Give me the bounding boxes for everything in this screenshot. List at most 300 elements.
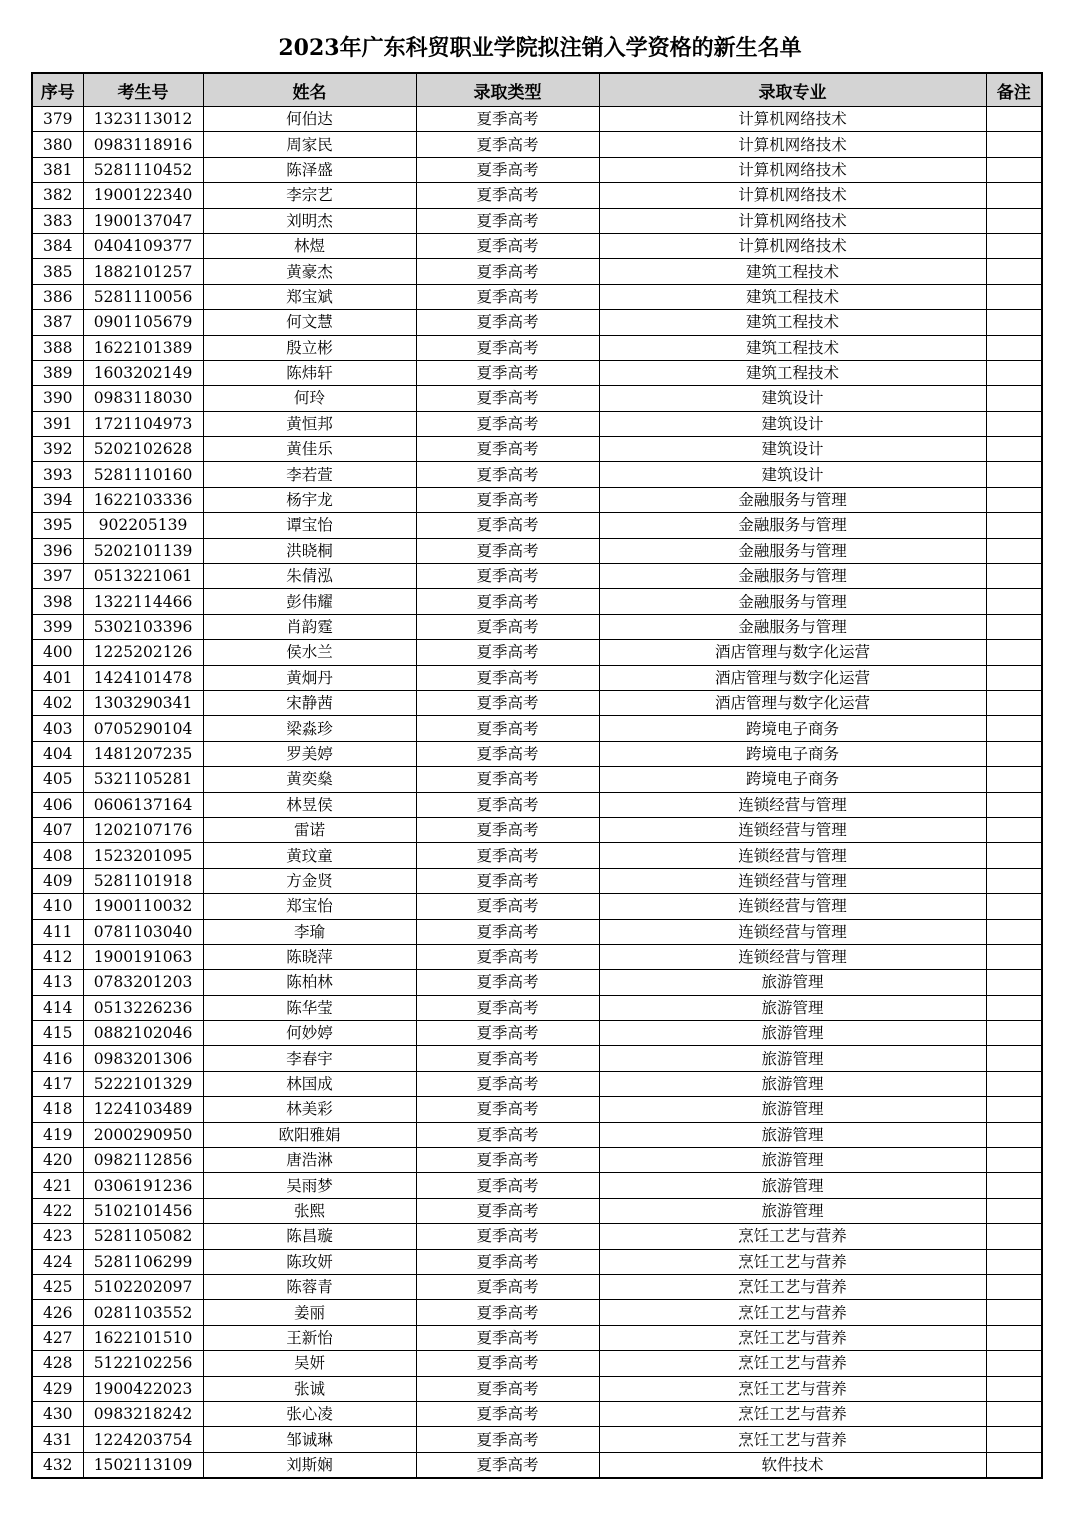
cell-exam-no: 0404109377 — [83, 233, 203, 258]
cell-admission-type: 夏季高考 — [416, 1122, 599, 1147]
cell-major: 旅游管理 — [599, 1097, 986, 1122]
cell-major: 计算机网络技术 — [599, 208, 986, 233]
cell-seq: 421 — [32, 1173, 83, 1198]
cell-admission-type: 夏季高考 — [416, 767, 599, 792]
cell-name: 陈玫妍 — [203, 1249, 416, 1274]
cell-seq: 424 — [32, 1249, 83, 1274]
cell-name: 雷诺 — [203, 817, 416, 842]
table-row — [32, 1173, 1042, 1198]
header-name: 姓名 — [203, 73, 416, 107]
cell-major: 酒店管理与数字化运营 — [599, 640, 986, 665]
cell-seq: 407 — [32, 817, 83, 842]
cell-name: 郑宝斌 — [203, 284, 416, 309]
cell-seq: 384 — [32, 233, 83, 258]
cell-remark — [986, 1224, 1042, 1249]
cell-remark — [986, 843, 1042, 868]
cell-major: 连锁经营与管理 — [599, 868, 986, 893]
cell-seq: 428 — [32, 1351, 83, 1376]
cell-seq: 393 — [32, 462, 83, 487]
cell-seq: 401 — [32, 665, 83, 690]
cell-name: 谭宝怡 — [203, 513, 416, 538]
table-row — [32, 1148, 1042, 1173]
cell-admission-type: 夏季高考 — [416, 1376, 599, 1401]
cell-admission-type: 夏季高考 — [416, 183, 599, 208]
cell-exam-no: 0606137164 — [83, 792, 203, 817]
cell-remark — [986, 817, 1042, 842]
cell-remark — [986, 1300, 1042, 1325]
cell-major: 旅游管理 — [599, 1021, 986, 1046]
cell-name: 张熙 — [203, 1198, 416, 1223]
cell-major: 建筑工程技术 — [599, 259, 986, 284]
cell-major: 烹饪工艺与营养 — [599, 1351, 986, 1376]
table-row — [32, 1427, 1042, 1452]
cell-remark — [986, 716, 1042, 741]
cell-major: 连锁经营与管理 — [599, 944, 986, 969]
table-row — [32, 1401, 1042, 1426]
cell-admission-type: 夏季高考 — [416, 970, 599, 995]
cell-name: 邹诚琳 — [203, 1427, 416, 1452]
header-major: 录取专业 — [599, 73, 986, 107]
table-row — [32, 360, 1042, 385]
cell-name: 欧阳雅娟 — [203, 1122, 416, 1147]
table-body — [32, 107, 1042, 1479]
cell-seq: 387 — [32, 310, 83, 335]
cell-name: 何妙婷 — [203, 1021, 416, 1046]
cell-seq: 391 — [32, 411, 83, 436]
cell-seq: 402 — [32, 690, 83, 715]
cell-remark — [986, 564, 1042, 589]
cell-major: 烹饪工艺与营养 — [599, 1325, 986, 1350]
cell-major: 烹饪工艺与营养 — [599, 1376, 986, 1401]
cell-admission-type: 夏季高考 — [416, 1021, 599, 1046]
cell-name: 李宗艺 — [203, 183, 416, 208]
table-row — [32, 310, 1042, 335]
cell-exam-no: 1900137047 — [83, 208, 203, 233]
cell-exam-no: 0983118030 — [83, 386, 203, 411]
cell-major: 烹饪工艺与营养 — [599, 1224, 986, 1249]
cell-seq: 403 — [32, 716, 83, 741]
cell-remark — [986, 1097, 1042, 1122]
cell-name: 黄奕燊 — [203, 767, 416, 792]
cell-admission-type: 夏季高考 — [416, 894, 599, 919]
cell-exam-no: 1224203754 — [83, 1427, 203, 1452]
cell-name: 林美彩 — [203, 1097, 416, 1122]
cell-name: 林昱侯 — [203, 792, 416, 817]
cell-major: 软件技术 — [599, 1452, 986, 1478]
cell-admission-type: 夏季高考 — [416, 944, 599, 969]
table-row — [32, 868, 1042, 893]
cell-admission-type: 夏季高考 — [416, 1148, 599, 1173]
cell-admission-type: 夏季高考 — [416, 462, 599, 487]
cell-exam-no: 1303290341 — [83, 690, 203, 715]
cell-exam-no: 1882101257 — [83, 259, 203, 284]
cell-exam-no: 1224103489 — [83, 1097, 203, 1122]
cell-seq: 385 — [32, 259, 83, 284]
cell-seq: 423 — [32, 1224, 83, 1249]
cell-major: 旅游管理 — [599, 995, 986, 1020]
cell-remark — [986, 233, 1042, 258]
cell-name: 张诚 — [203, 1376, 416, 1401]
cell-major: 建筑设计 — [599, 411, 986, 436]
cell-exam-no: 5281110160 — [83, 462, 203, 487]
cell-major: 计算机网络技术 — [599, 157, 986, 182]
cell-exam-no: 1603202149 — [83, 360, 203, 385]
cell-name: 林国成 — [203, 1071, 416, 1096]
cell-admission-type: 夏季高考 — [416, 995, 599, 1020]
table-row — [32, 1249, 1042, 1274]
cell-exam-no: 5281110452 — [83, 157, 203, 182]
header-exam-no: 考生号 — [83, 73, 203, 107]
table-row — [32, 1021, 1042, 1046]
table-row — [32, 1224, 1042, 1249]
cell-seq: 404 — [32, 741, 83, 766]
cell-exam-no: 5202101139 — [83, 538, 203, 563]
cell-remark — [986, 995, 1042, 1020]
table-row — [32, 970, 1042, 995]
table-row — [32, 614, 1042, 639]
cell-name: 洪晓桐 — [203, 538, 416, 563]
cell-exam-no: 1424101478 — [83, 665, 203, 690]
cell-exam-no: 2000290950 — [83, 1122, 203, 1147]
cell-name: 宋静茜 — [203, 690, 416, 715]
cell-exam-no: 5321105281 — [83, 767, 203, 792]
cell-exam-no: 1900122340 — [83, 183, 203, 208]
table-row — [32, 995, 1042, 1020]
table-row — [32, 284, 1042, 309]
table-row — [32, 462, 1042, 487]
cell-exam-no: 0983118916 — [83, 132, 203, 157]
cell-exam-no: 0983201306 — [83, 1046, 203, 1071]
cell-remark — [986, 310, 1042, 335]
cell-seq: 400 — [32, 640, 83, 665]
cell-exam-no: 1622101389 — [83, 335, 203, 360]
cell-seq: 430 — [32, 1401, 83, 1426]
cell-admission-type: 夏季高考 — [416, 792, 599, 817]
cell-exam-no: 1202107176 — [83, 817, 203, 842]
cell-major: 金融服务与管理 — [599, 487, 986, 512]
cell-name: 林煜 — [203, 233, 416, 258]
cell-admission-type: 夏季高考 — [416, 157, 599, 182]
cell-remark — [986, 1325, 1042, 1350]
cell-major: 旅游管理 — [599, 1046, 986, 1071]
cell-remark — [986, 335, 1042, 360]
cell-seq: 416 — [32, 1046, 83, 1071]
cell-major: 建筑工程技术 — [599, 360, 986, 385]
cell-name: 陈泽盛 — [203, 157, 416, 182]
cell-admission-type: 夏季高考 — [416, 1351, 599, 1376]
cell-name: 侯水兰 — [203, 640, 416, 665]
cell-major: 建筑设计 — [599, 437, 986, 462]
cell-remark — [986, 1452, 1042, 1478]
cell-exam-no: 0513221061 — [83, 564, 203, 589]
cell-seq: 392 — [32, 437, 83, 462]
cell-major: 建筑设计 — [599, 386, 986, 411]
cell-seq: 415 — [32, 1021, 83, 1046]
cell-major: 连锁经营与管理 — [599, 894, 986, 919]
cell-exam-no: 5222101329 — [83, 1071, 203, 1096]
table-row — [32, 487, 1042, 512]
cell-remark — [986, 792, 1042, 817]
cell-admission-type: 夏季高考 — [416, 1198, 599, 1223]
cell-exam-no: 1721104973 — [83, 411, 203, 436]
cell-name: 吴雨梦 — [203, 1173, 416, 1198]
table-row — [32, 690, 1042, 715]
cell-remark — [986, 1427, 1042, 1452]
cell-remark — [986, 970, 1042, 995]
cell-remark — [986, 589, 1042, 614]
cell-major: 计算机网络技术 — [599, 132, 986, 157]
cell-seq: 405 — [32, 767, 83, 792]
cell-name: 陈蓉青 — [203, 1274, 416, 1299]
table-row — [32, 1122, 1042, 1147]
cell-name: 何伯达 — [203, 107, 416, 132]
cell-exam-no: 1900191063 — [83, 944, 203, 969]
cell-major: 酒店管理与数字化运营 — [599, 665, 986, 690]
cell-seq: 379 — [32, 107, 83, 132]
cell-remark — [986, 1401, 1042, 1426]
cell-major: 跨境电子商务 — [599, 741, 986, 766]
table-row — [32, 1046, 1042, 1071]
cell-seq: 382 — [32, 183, 83, 208]
cell-major: 旅游管理 — [599, 1198, 986, 1223]
cell-exam-no: 1523201095 — [83, 843, 203, 868]
header-seq: 序号 — [32, 73, 83, 107]
cell-remark — [986, 944, 1042, 969]
cell-name: 周家民 — [203, 132, 416, 157]
cell-remark — [986, 868, 1042, 893]
cell-name: 刘斯娴 — [203, 1452, 416, 1478]
cell-seq: 396 — [32, 538, 83, 563]
table-row — [32, 665, 1042, 690]
cell-name: 陈炜轩 — [203, 360, 416, 385]
cell-remark — [986, 411, 1042, 436]
table-row — [32, 944, 1042, 969]
cell-major: 建筑设计 — [599, 462, 986, 487]
cell-major: 旅游管理 — [599, 970, 986, 995]
table-row — [32, 1198, 1042, 1223]
cell-admission-type: 夏季高考 — [416, 1452, 599, 1478]
cell-remark — [986, 1173, 1042, 1198]
cell-exam-no: 1323113012 — [83, 107, 203, 132]
cell-major: 连锁经营与管理 — [599, 792, 986, 817]
cell-exam-no: 5281110056 — [83, 284, 203, 309]
cell-exam-no: 0513226236 — [83, 995, 203, 1020]
cell-seq: 431 — [32, 1427, 83, 1452]
cell-major: 金融服务与管理 — [599, 564, 986, 589]
cell-exam-no: 1900422023 — [83, 1376, 203, 1401]
cell-remark — [986, 614, 1042, 639]
cell-exam-no: 0982112856 — [83, 1148, 203, 1173]
cell-seq: 425 — [32, 1274, 83, 1299]
cell-remark — [986, 538, 1042, 563]
table-row — [32, 233, 1042, 258]
cell-remark — [986, 919, 1042, 944]
table-row — [32, 564, 1042, 589]
table-row — [32, 919, 1042, 944]
cell-name: 陈华莹 — [203, 995, 416, 1020]
table-row — [32, 1300, 1042, 1325]
cell-seq: 429 — [32, 1376, 83, 1401]
cell-name: 方金贤 — [203, 868, 416, 893]
cell-major: 计算机网络技术 — [599, 107, 986, 132]
cell-exam-no: 0783201203 — [83, 970, 203, 995]
cell-name: 黄玟童 — [203, 843, 416, 868]
cell-remark — [986, 690, 1042, 715]
cell-remark — [986, 259, 1042, 284]
cell-seq: 406 — [32, 792, 83, 817]
cell-remark — [986, 386, 1042, 411]
cell-admission-type: 夏季高考 — [416, 919, 599, 944]
cell-admission-type: 夏季高考 — [416, 208, 599, 233]
cell-remark — [986, 487, 1042, 512]
cell-seq: 383 — [32, 208, 83, 233]
cell-seq: 432 — [32, 1452, 83, 1478]
cell-admission-type: 夏季高考 — [416, 1097, 599, 1122]
table-row — [32, 411, 1042, 436]
table-row — [32, 208, 1042, 233]
cell-name: 黄炯丹 — [203, 665, 416, 690]
table-row — [32, 792, 1042, 817]
cell-major: 连锁经营与管理 — [599, 843, 986, 868]
cell-exam-no: 0901105679 — [83, 310, 203, 335]
cell-admission-type: 夏季高考 — [416, 1046, 599, 1071]
cell-admission-type: 夏季高考 — [416, 259, 599, 284]
cell-admission-type: 夏季高考 — [416, 614, 599, 639]
cell-exam-no: 5281106299 — [83, 1249, 203, 1274]
cell-exam-no: 5281105082 — [83, 1224, 203, 1249]
cell-admission-type: 夏季高考 — [416, 1300, 599, 1325]
cell-exam-no: 5281101918 — [83, 868, 203, 893]
cell-remark — [986, 1021, 1042, 1046]
cell-remark — [986, 437, 1042, 462]
cell-name: 刘明杰 — [203, 208, 416, 233]
table-row — [32, 894, 1042, 919]
cell-name: 黄佳乐 — [203, 437, 416, 462]
cell-admission-type: 夏季高考 — [416, 513, 599, 538]
cell-name: 陈晓萍 — [203, 944, 416, 969]
cell-exam-no: 1900110032 — [83, 894, 203, 919]
cell-seq: 408 — [32, 843, 83, 868]
cell-major: 金融服务与管理 — [599, 614, 986, 639]
table-row — [32, 183, 1042, 208]
cell-exam-no: 5102202097 — [83, 1274, 203, 1299]
cell-admission-type: 夏季高考 — [416, 843, 599, 868]
cell-remark — [986, 1198, 1042, 1223]
cell-admission-type: 夏季高考 — [416, 335, 599, 360]
cell-major: 烹饪工艺与营养 — [599, 1249, 986, 1274]
cell-name: 朱倩泓 — [203, 564, 416, 589]
table-row — [32, 157, 1042, 182]
table-row — [32, 259, 1042, 284]
cell-seq: 399 — [32, 614, 83, 639]
cell-exam-no: 0281103552 — [83, 1300, 203, 1325]
cell-major: 跨境电子商务 — [599, 716, 986, 741]
cell-major: 建筑工程技术 — [599, 335, 986, 360]
cell-exam-no: 5122102256 — [83, 1351, 203, 1376]
cell-admission-type: 夏季高考 — [416, 1224, 599, 1249]
cell-name: 王新怡 — [203, 1325, 416, 1350]
cell-exam-no: 1322114466 — [83, 589, 203, 614]
cell-name: 黄恒邦 — [203, 411, 416, 436]
cell-admission-type: 夏季高考 — [416, 411, 599, 436]
cell-name: 李瑜 — [203, 919, 416, 944]
cell-exam-no: 1481207235 — [83, 741, 203, 766]
table-row — [32, 386, 1042, 411]
cell-seq: 381 — [32, 157, 83, 182]
cell-name: 罗美婷 — [203, 741, 416, 766]
cell-major: 跨境电子商务 — [599, 767, 986, 792]
cell-remark — [986, 640, 1042, 665]
table-row — [32, 843, 1042, 868]
cell-remark — [986, 741, 1042, 766]
cell-major: 烹饪工艺与营养 — [599, 1274, 986, 1299]
cell-seq: 409 — [32, 868, 83, 893]
cell-admission-type: 夏季高考 — [416, 564, 599, 589]
cell-remark — [986, 1148, 1042, 1173]
cell-seq: 417 — [32, 1071, 83, 1096]
cell-seq: 412 — [32, 944, 83, 969]
table-row — [32, 107, 1042, 132]
cell-name: 何文慧 — [203, 310, 416, 335]
cell-remark — [986, 183, 1042, 208]
cell-remark — [986, 157, 1042, 182]
cell-remark — [986, 1274, 1042, 1299]
cell-exam-no: 1502113109 — [83, 1452, 203, 1478]
cell-exam-no: 5102101456 — [83, 1198, 203, 1223]
cell-major: 计算机网络技术 — [599, 233, 986, 258]
cell-major: 旅游管理 — [599, 1148, 986, 1173]
table-row — [32, 716, 1042, 741]
cell-admission-type: 夏季高考 — [416, 1325, 599, 1350]
student-table — [31, 72, 1043, 1479]
cell-admission-type: 夏季高考 — [416, 665, 599, 690]
cell-remark — [986, 1351, 1042, 1376]
cell-remark — [986, 208, 1042, 233]
cell-name: 唐浩淋 — [203, 1148, 416, 1173]
cell-name: 彭伟耀 — [203, 589, 416, 614]
cell-name: 李春宇 — [203, 1046, 416, 1071]
table-row — [32, 1452, 1042, 1478]
cell-exam-no: 0306191236 — [83, 1173, 203, 1198]
cell-remark — [986, 107, 1042, 132]
table-row — [32, 1071, 1042, 1096]
cell-name: 陈昌璇 — [203, 1224, 416, 1249]
cell-remark — [986, 1376, 1042, 1401]
table-row — [32, 513, 1042, 538]
cell-seq: 413 — [32, 970, 83, 995]
cell-name: 黄豪杰 — [203, 259, 416, 284]
cell-admission-type: 夏季高考 — [416, 233, 599, 258]
cell-major: 旅游管理 — [599, 1122, 986, 1147]
cell-remark — [986, 462, 1042, 487]
cell-major: 建筑工程技术 — [599, 310, 986, 335]
table-row — [32, 437, 1042, 462]
cell-admission-type: 夏季高考 — [416, 132, 599, 157]
cell-admission-type: 夏季高考 — [416, 310, 599, 335]
cell-remark — [986, 284, 1042, 309]
table-row — [32, 640, 1042, 665]
cell-seq: 388 — [32, 335, 83, 360]
table-row — [32, 1351, 1042, 1376]
cell-exam-no: 0983218242 — [83, 1401, 203, 1426]
cell-admission-type: 夏季高考 — [416, 1427, 599, 1452]
cell-name: 姜丽 — [203, 1300, 416, 1325]
table-row — [32, 538, 1042, 563]
cell-name: 梁淼珍 — [203, 716, 416, 741]
cell-major: 金融服务与管理 — [599, 589, 986, 614]
cell-exam-no: 0781103040 — [83, 919, 203, 944]
table-row — [32, 1376, 1042, 1401]
